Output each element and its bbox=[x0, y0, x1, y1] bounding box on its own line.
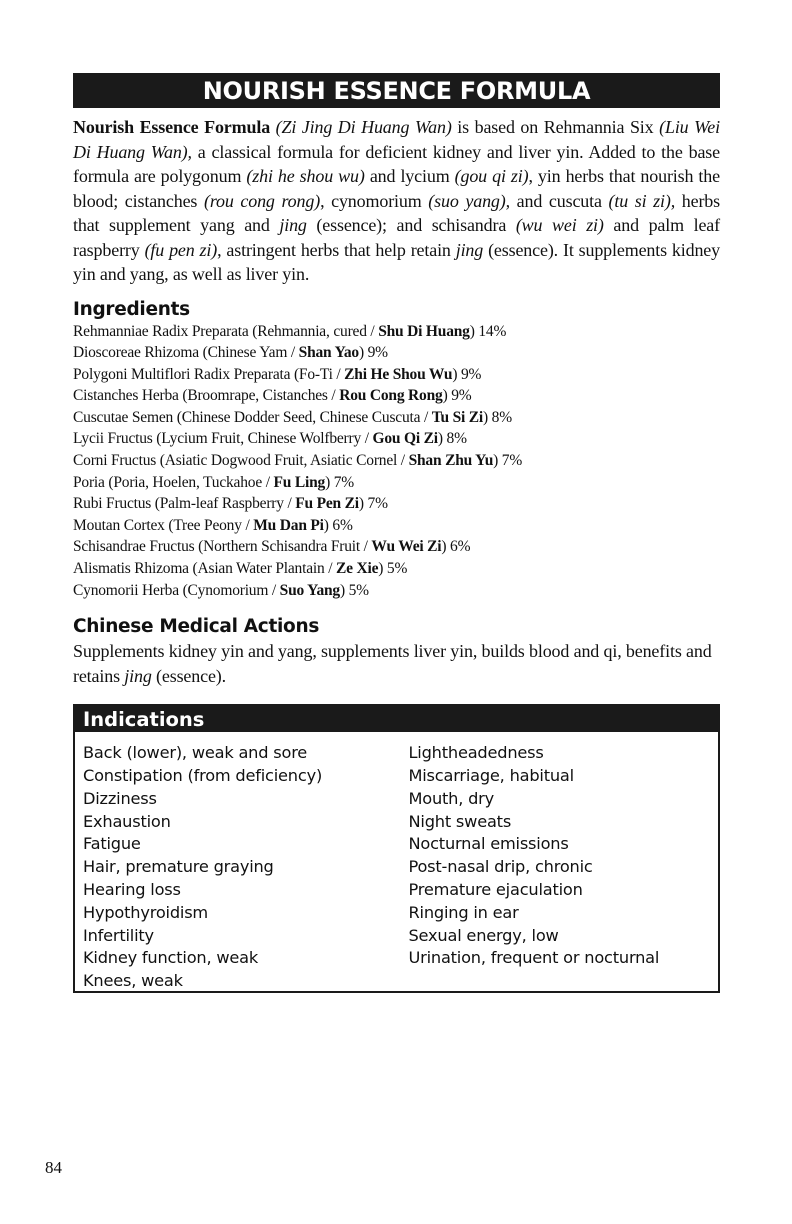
ingredient-percent: ) 8% bbox=[483, 408, 512, 426]
herb-pinyin: (gou qi zi) bbox=[454, 166, 529, 186]
indication-item: Ringing in ear bbox=[408, 902, 519, 922]
ingredient-pinyin: Wu Wei Zi bbox=[371, 538, 442, 556]
indication-item: Back (lower), weak and sore bbox=[83, 743, 308, 763]
indication-item: Hair, premature graying bbox=[83, 857, 274, 877]
indication-item: Fatigue bbox=[83, 834, 141, 854]
ingredient-pinyin: Tu Si Zi bbox=[431, 408, 484, 426]
page-number: 84 bbox=[45, 1158, 62, 1177]
indication-item: Premature ejaculation bbox=[408, 880, 583, 899]
ingredient-item bbox=[73, 385, 720, 407]
jing-term: jing bbox=[124, 665, 152, 686]
ingredients-heading: Ingredients bbox=[73, 298, 190, 320]
formula-name: Nourish Essence Formula bbox=[73, 117, 271, 137]
ingredient-item bbox=[73, 536, 720, 558]
indication-item: Sexual energy, low bbox=[408, 925, 559, 945]
ingredient-percent: ) 9% bbox=[452, 365, 482, 383]
ingredient-percent: ) 9% bbox=[442, 387, 472, 405]
ingredient-percent: ) 6% bbox=[441, 538, 471, 556]
ingredient-latin-name: Dioscoreae Rhizoma (Chinese Yam / bbox=[73, 344, 299, 362]
actions-text bbox=[73, 639, 720, 688]
ingredient-latin-name: Cynomorii Herba (Cynomorium / bbox=[73, 581, 280, 599]
indication-item: Lightheadedness bbox=[408, 743, 544, 763]
ingredient-latin-name: Moutan Cortex (Tree Peony / bbox=[73, 516, 254, 534]
ingredient-pinyin: Shu Di Huang bbox=[378, 322, 470, 340]
indications-right-column bbox=[408, 742, 718, 993]
ingredient-percent: ) 7% bbox=[493, 452, 523, 470]
indications-columns bbox=[75, 732, 718, 993]
base-formula-pinyin: (Liu Wei Di Huang Wan), bbox=[73, 117, 720, 162]
desc-text: herbs that supplement yang and bbox=[73, 190, 721, 235]
ingredient-latin-name: Rubi Fructus (Palm-leaf Raspberry / bbox=[73, 495, 296, 513]
ingredient-percent: ) 5% bbox=[378, 560, 408, 578]
ingredient-percent: ) 14% bbox=[469, 322, 507, 340]
indication-item: Miscarriage, habitual bbox=[408, 766, 574, 786]
ingredient-pinyin: Fu Pen Zi bbox=[295, 495, 359, 513]
desc-text: (essence). It supplements kidney yin and yang, as well as liver yin. bbox=[73, 239, 720, 284]
ingredient-latin-name: Poria (Poria, Hoelen, Tuckahoe / bbox=[73, 473, 274, 491]
indication-item: Mouth, dry bbox=[408, 788, 495, 808]
ingredient-item bbox=[73, 428, 720, 450]
ingredient-percent: ) 9% bbox=[358, 344, 388, 362]
indication-item: Constipation (from deficiency) bbox=[83, 766, 323, 786]
ingredient-latin-name: Alismatis Rhizoma (Asian Water Plantain / bbox=[73, 560, 336, 578]
desc-text: and cuscuta bbox=[509, 190, 609, 211]
ingredient-item bbox=[73, 364, 720, 386]
page-content bbox=[73, 73, 720, 993]
desc-text: , cynomorium bbox=[320, 190, 429, 211]
indication-item: Kidney function, weak bbox=[83, 948, 259, 968]
formula-title: NOURISH ESSENCE FORMULA bbox=[73, 73, 720, 108]
ingredient-item bbox=[73, 515, 720, 537]
ingredient-pinyin: Suo Yang bbox=[279, 581, 340, 599]
ingredients-list bbox=[73, 321, 720, 602]
actions-heading: Chinese Medical Actions bbox=[73, 616, 320, 638]
ingredient-item bbox=[73, 450, 720, 472]
desc-text: , astringent herbs that help retain bbox=[217, 239, 456, 260]
indication-item: Exhaustion bbox=[83, 811, 171, 831]
herb-pinyin: (wu wei zi) bbox=[515, 215, 604, 235]
desc-text: a classical formula for deficient kidney and liver yin. Added to the base formula are polygonum bbox=[73, 141, 720, 186]
ingredient-latin-name: Cuscutae Semen (Chinese Dodder Seed, Chinese Cuscuta / bbox=[73, 408, 432, 426]
indication-item: Infertility bbox=[83, 925, 154, 945]
ingredient-pinyin: Zhi He Shou Wu bbox=[344, 365, 453, 383]
ingredient-percent: ) 8% bbox=[437, 430, 467, 448]
indication-item: Urination, frequent or nocturnal bbox=[408, 948, 660, 968]
ingredient-item bbox=[73, 342, 720, 364]
herb-pinyin: (rou cong rong) bbox=[203, 190, 321, 211]
herb-pinyin: (suo yang), bbox=[428, 190, 510, 211]
indications-box bbox=[73, 704, 720, 993]
ingredient-pinyin: Fu Ling bbox=[273, 473, 326, 491]
actions-body: (essence). bbox=[151, 665, 226, 686]
herb-pinyin: (tu si zi), bbox=[608, 190, 676, 211]
indication-item: Dizziness bbox=[83, 788, 157, 808]
indications-heading: Indications bbox=[75, 706, 718, 732]
ingredient-pinyin: Mu Dan Pi bbox=[253, 516, 324, 534]
ingredient-percent: ) 6% bbox=[323, 516, 353, 534]
desc-text: , yin herbs that nourish the blood; cistanches bbox=[73, 166, 720, 211]
ingredient-percent: ) 5% bbox=[339, 581, 369, 599]
ingredient-latin-name: Polygoni Multiflori Radix Preparata (Fo-Ti / bbox=[73, 365, 345, 383]
indication-item: Hypothyroidism bbox=[83, 902, 208, 922]
desc-text: and lycium bbox=[364, 166, 455, 186]
formula-description bbox=[73, 115, 720, 287]
indication-item: Post-nasal drip, chronic bbox=[408, 857, 593, 877]
ingredient-item bbox=[73, 493, 720, 515]
desc-text: (essence); and schisandra bbox=[306, 215, 516, 235]
desc-text: is based on Rehmannia Six bbox=[451, 117, 660, 137]
ingredient-pinyin: Ze Xie bbox=[336, 560, 379, 578]
ingredient-item bbox=[73, 580, 720, 602]
ingredient-pinyin: Shan Zhu Yu bbox=[408, 452, 494, 470]
ingredient-item bbox=[73, 407, 720, 429]
ingredient-percent: ) 7% bbox=[358, 495, 388, 513]
jing-term: jing bbox=[279, 215, 307, 235]
indication-item: Nocturnal emissions bbox=[408, 834, 569, 854]
ingredient-latin-name: Rehmanniae Radix Preparata (Rehmannia, cured / bbox=[73, 322, 379, 340]
ingredient-pinyin: Shan Yao bbox=[298, 344, 359, 362]
ingredient-latin-name: Lycii Fructus (Lycium Fruit, Chinese Wolfberry / bbox=[73, 430, 373, 448]
ingredient-latin-name: Corni Fructus (Asiatic Dogwood Fruit, Asiatic Cornel / bbox=[73, 452, 409, 470]
indication-item: Hearing loss bbox=[83, 880, 181, 899]
ingredient-pinyin: Rou Cong Rong bbox=[339, 387, 443, 405]
indication-item: Knees, weak bbox=[83, 971, 183, 991]
indications-left-column bbox=[83, 742, 408, 993]
ingredient-latin-name: Schisandrae Fructus (Northern Schisandra Fruit / bbox=[73, 538, 372, 556]
herb-pinyin: (zhi he shou wu) bbox=[246, 166, 365, 186]
actions-body: Supplements kidney yin and yang, supplements liver yin, builds blood and qi, benefits and retains bbox=[73, 641, 712, 686]
jing-term: jing bbox=[455, 239, 484, 260]
ingredient-pinyin: Gou Qi Zi bbox=[372, 430, 438, 448]
ingredient-item bbox=[73, 558, 720, 580]
ingredient-percent: ) 7% bbox=[325, 473, 354, 491]
ingredient-latin-name: Cistanches Herba (Broomrape, Cistanches / bbox=[73, 387, 340, 405]
herb-pinyin: (fu pen zi) bbox=[144, 239, 218, 260]
indication-item: Night sweats bbox=[408, 811, 512, 831]
ingredient-item bbox=[73, 472, 720, 494]
ingredient-item bbox=[73, 321, 720, 343]
pinyin-name: (Zi Jing Di Huang Wan) bbox=[275, 117, 452, 137]
desc-text: and palm leaf raspberry bbox=[73, 215, 720, 260]
